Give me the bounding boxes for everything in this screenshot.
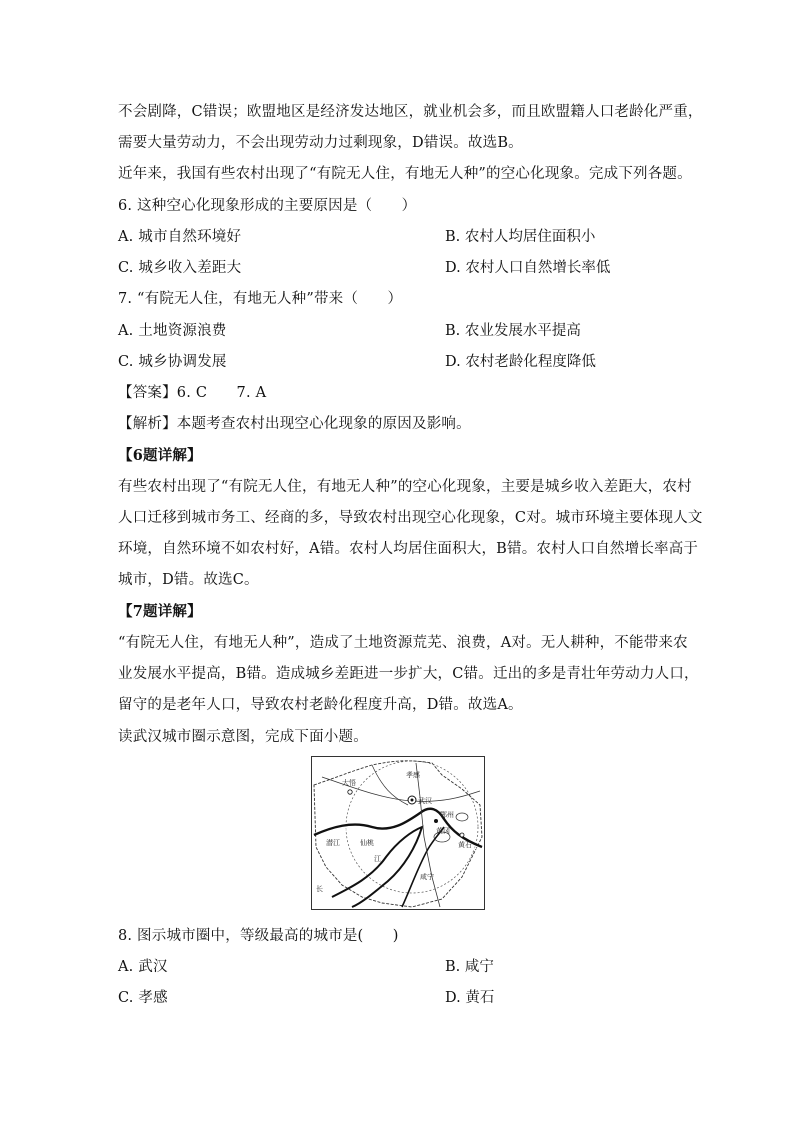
map-label-huangshi: 黄石 xyxy=(458,841,472,849)
detail-7-heading: 【7题详解】 xyxy=(118,603,202,620)
q8-option-b: B. 咸宁 xyxy=(445,959,494,975)
q6-option-d: D. 农村人口自然增长率低 xyxy=(445,260,611,276)
analysis-line: 【解析】本题考查农村出现空心化现象的原因及影响。 xyxy=(118,416,471,432)
map-label-dawu: 大悟 xyxy=(342,779,356,787)
city-circle-outline xyxy=(346,761,478,893)
map-label-qianjiang: 潜江 xyxy=(326,839,340,847)
question-8-stem: 8. 图示城市圈中，等级最高的城市是( ) xyxy=(118,928,399,944)
detail-7-line: 业发展水平提高，B错。造成城乡差距进一步扩大，C错。迁出的多是青壮年劳动力人口， xyxy=(118,666,699,682)
intro-paragraph: 近年来，我国有些农村出现了“有院无人住，有地无人种”的空心化现象。完成下列各题。 xyxy=(118,166,692,182)
detail-6-line: 人口迁移到城市务工、经商的多，导致农村出现空心化现象，C对。城市环境主要体现人文 xyxy=(118,510,703,526)
detail-6-line: 有些农村出现了“有院无人住，有地无人种”的空心化现象，主要是城乡收入差距大，农村 xyxy=(118,479,692,495)
q6-option-a: A. 城市自然环境好 xyxy=(118,229,242,245)
paragraph-line: 需要大量劳动力，不会出现劳动力过剩现象，D错误。故选B。 xyxy=(118,135,523,151)
city-marker-dot xyxy=(411,799,414,802)
q6-option-c: C. 城乡收入差距大 xyxy=(118,260,242,276)
city-marker xyxy=(434,819,438,823)
map-label-xiaogan: 孝感 xyxy=(406,771,420,779)
wuhan-city-circle-map xyxy=(311,756,485,910)
road-line xyxy=(372,765,408,805)
lake xyxy=(456,813,468,821)
detail-6-line: 环境，自然环境不如农村好，A错。农村人均居住面积大，B错。农村人口自然增长率高于 xyxy=(118,541,699,557)
detail-6-line: 城市，D错。故选C。 xyxy=(118,572,259,588)
river-branch xyxy=(402,827,444,907)
q7-option-c: C. 城乡协调发展 xyxy=(118,354,227,370)
city-marker xyxy=(460,833,464,837)
q7-option-a: A. 土地资源浪费 xyxy=(118,323,227,339)
answer-line: 【答案】6. C 7. A xyxy=(118,385,267,401)
han-river xyxy=(332,827,422,907)
q7-option-b: B. 农业发展水平提高 xyxy=(445,323,581,339)
map-label-huanggang: 黄冈 xyxy=(436,827,450,835)
map-intro: 读武汉城市圈示意图，完成下面小题。 xyxy=(118,729,368,745)
q8-option-c: C. 孝感 xyxy=(118,990,168,1006)
detail-6-heading: 【6题详解】 xyxy=(118,447,202,464)
detail-7-line: “有院无人住，有地无人种”，造成了土地资源荒芜、浪费，A对。无人耕种，不能带来农 xyxy=(118,635,688,651)
q6-option-b: B. 农村人均居住面积小 xyxy=(445,229,596,245)
detail-7-line: 留守的是老年人口，导致农村老龄化程度升高，D错。故选A。 xyxy=(118,697,523,713)
paragraph-line: 不会剧降，C错误；欧盟地区是经济发达地区，就业机会多，而且欧盟籍人口老龄化严重， xyxy=(118,104,703,120)
map-label-ezhou: 鄂州 xyxy=(440,811,454,819)
q7-option-d: D. 农村老龄化程度降低 xyxy=(445,354,596,370)
map-label-chang: 长 xyxy=(316,885,323,893)
map-label-jiang: 江 xyxy=(374,855,381,863)
city-marker xyxy=(348,790,352,794)
q8-option-d: D. 黄石 xyxy=(445,990,495,1006)
map-label-wuhan: 武汉 xyxy=(418,797,432,805)
map-label-xiantao: 仙桃 xyxy=(360,839,374,847)
question-6-stem: 6. 这种空心化现象形成的主要原因是（ ） xyxy=(118,198,417,214)
q8-option-a: A. 武汉 xyxy=(118,959,168,975)
question-7-stem: 7. “有院无人住，有地无人种”带来（ ） xyxy=(118,291,403,307)
map-drawing xyxy=(312,757,484,909)
map-label-xianning: 咸宁 xyxy=(420,873,434,881)
